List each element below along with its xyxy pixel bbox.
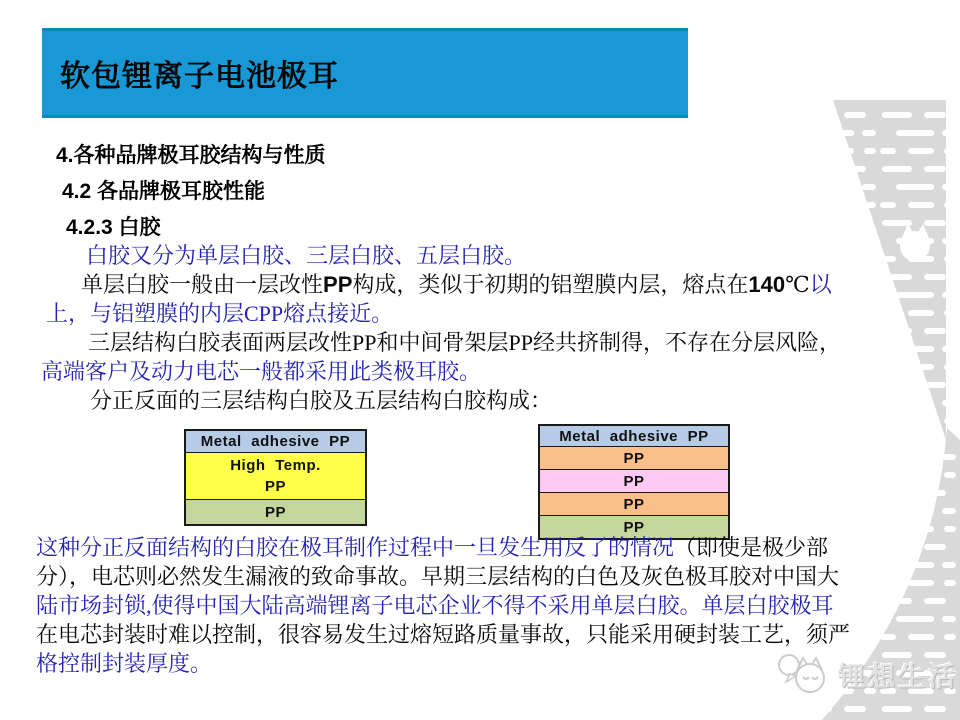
layer-row xyxy=(186,499,365,524)
layer-row xyxy=(540,469,728,492)
layer-label: PP xyxy=(264,503,286,521)
layer-label: PP xyxy=(623,495,645,513)
layer-label: PP xyxy=(623,518,645,536)
text-segment: （即使是极少部 xyxy=(674,535,829,560)
text-segment: 白胶又分为单层白胶、三层白胶、五层白胶。 xyxy=(86,243,527,268)
text-segment: 分正反面的三层结构白胶及五层结构白胶构成： xyxy=(90,388,553,413)
text-line xyxy=(36,241,841,270)
heading-line: 4.各种品牌极耳胶结构与性质 xyxy=(56,144,326,167)
text-line xyxy=(36,533,850,562)
text-segment: 140 xyxy=(748,272,786,297)
text-line xyxy=(36,562,850,591)
layer-label: PP xyxy=(264,478,286,495)
layer-label: Metal adhesive PP xyxy=(559,427,709,445)
watermark-text: 锂想生活 xyxy=(838,661,958,692)
layer-label: PP xyxy=(623,472,645,490)
cat-logo-icon xyxy=(776,650,832,698)
text-line xyxy=(36,299,841,328)
text-segment: 单层白胶一般由一层改性 xyxy=(81,272,324,297)
text-segment: PP xyxy=(323,272,353,297)
text-line xyxy=(36,386,841,415)
text-segment: 这种分正反面结构的白胶在极耳制作过程中一旦发生用反了的情况 xyxy=(36,535,675,560)
heading-line: 4.2 各品牌极耳胶性能 xyxy=(62,180,266,203)
layer-row xyxy=(186,431,365,452)
watermark-logo xyxy=(776,650,958,698)
paragraph-top xyxy=(36,241,841,415)
layer-label: High Temp. xyxy=(230,457,321,474)
text-segment: ℃ xyxy=(785,272,810,297)
text-segment: 在电芯封装时难以控制，很容易发生过熔短路质量事故，只能采用硬封装工艺，须严 xyxy=(36,622,851,647)
text-line xyxy=(36,357,841,386)
text-line xyxy=(36,620,850,649)
text-line xyxy=(36,328,841,357)
layer-label: Metal adhesive PP xyxy=(200,433,351,450)
text-line xyxy=(36,270,841,299)
text-line xyxy=(36,649,850,678)
header-bar xyxy=(42,28,688,118)
layer-label: PP xyxy=(623,449,645,467)
text-segment: 分），电芯则必然发生漏液的致命事故。早期三层结构的白色及灰色极耳胶对中国大 xyxy=(36,564,840,589)
page-title: 软包锂离子电池极耳 xyxy=(60,60,339,93)
text-segment: 以 xyxy=(809,272,832,297)
text-line xyxy=(36,591,850,620)
layer-row xyxy=(540,446,728,469)
layer-row xyxy=(540,426,728,446)
layer-row xyxy=(186,452,365,499)
heading-line: 4.2.3 白胶 xyxy=(66,216,161,239)
text-segment: 构成，类似于初期的铝塑膜内层，熔点在 xyxy=(352,272,749,297)
text-segment: 陆市场封锁,使得中国大陆高端锂离子电芯企业不得不采用单层白胶。单层白胶极耳 xyxy=(36,593,834,618)
layer-table-five-layer xyxy=(538,424,730,540)
paragraph-bottom xyxy=(36,533,850,678)
band-top-triangle xyxy=(833,100,946,440)
section-headings xyxy=(56,138,326,246)
layer-table-three-layer xyxy=(184,429,367,526)
text-segment: 上，与铝塑膜的内层CPP熔点接近。 xyxy=(46,301,394,326)
text-segment: 高端客户及动力电芯一般都采用此类极耳胶。 xyxy=(41,359,482,384)
text-segment: 三层结构白胶表面两层改性PP和中间骨架层PP经共挤制得，不存在分层风险， xyxy=(88,330,841,355)
text-segment: 格控制封装厚度。 xyxy=(36,651,213,676)
layer-row xyxy=(540,492,728,515)
